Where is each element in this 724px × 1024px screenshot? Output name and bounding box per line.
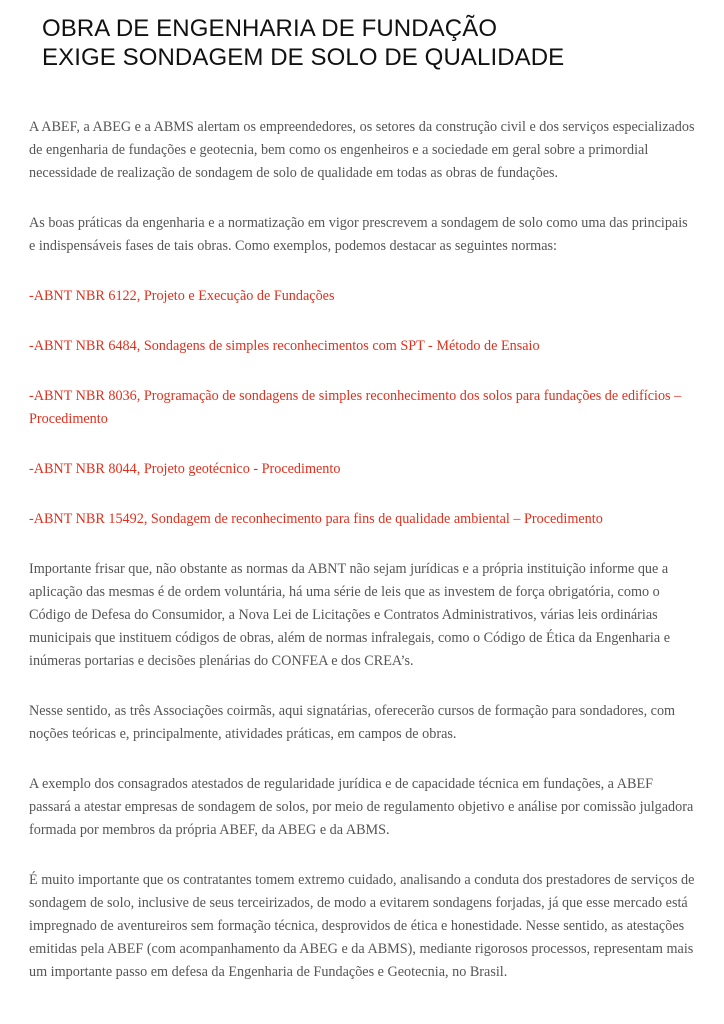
courses-paragraph: Nesse sentido, as três Associações coirmãs, aqui signatárias, oferecerão cursos de formação para sondadores, com noções teóricas e, principalmente, atividades práticas, em campos de obras. (29, 703, 676, 742)
article-title-line-1: OBRA DE ENGENHARIA DE FUNDAÇÃO (42, 15, 498, 42)
norm-item: -ABNT NBR 15492, Sondagem de reconhecimento para fins de qualidade ambiental – Procedimento (29, 511, 603, 527)
article-title (42, 14, 702, 72)
legal-paragraph: Importante frisar que, não obstante as normas da ABNT não sejam jurídicas e a própria instituição informe que a aplicação das mesmas é de ordem voluntária, há uma série de leis que as investem de força obrigatória, como o Código de Defesa do Consumidor, a Nova Lei de Licitações e Contratos Administrativos, várias leis ordinárias municipais que instituem códigos de obras, além de normas infralegais, como o Código de Ética da Engenharia e inúmeras portarias e decisões plenárias do CONFEA e dos CREA’s. (29, 561, 671, 669)
norm-item: -ABNT NBR 6122, Projeto e Execução de Fundações (29, 288, 335, 304)
norm-item: -ABNT NBR 8036, Programação de sondagens de simples reconhecimento dos solos para fundações de edifícios – Procedimento (29, 388, 682, 427)
article-title-line-2: EXIGE SONDAGEM DE SOLO DE QUALIDADE (42, 44, 565, 71)
intro-paragraph: A ABEF, a ABEG e a ABMS alertam os empreendedores, os setores da construção civil e dos serviços especializados de engenharia de fundações e geotecnia, bem como os engenheiros e a sociedade em geral sobre a primordial necessidade de realização de sondagem de solo de qualidade em todas as obras de fundações. (29, 119, 695, 181)
norm-item: -ABNT NBR 6484, Sondagens de simples reconhecimentos com SPT - Método de Ensaio (29, 338, 540, 354)
certification-paragraph: A exemplo dos consagrados atestados de regularidade jurídica e de capacidade técnica em fundações, a ABEF passará a atestar empresas de sondagem de solos, por meio de regulamento objetivo e análise por comissão julgadora formada por membros da própria ABEF, da ABEG e da ABMS. (29, 776, 694, 838)
warning-paragraph: É muito importante que os contratantes tomem extremo cuidado, analisando a conduta dos prestadores de serviços de sondagem de solo, inclusive de seus terceirizados, de modo a evitarem sondagens forjadas, já que esse mercado está impregnado de aventureiros sem formação técnica, desprovidos de ética e honestidade. Nesse sentido, as atestações emitidas pela ABEF (com acompanhamento da ABEG e da ABMS), mediante rigorosos processos, representam mais um importante passo em defesa da Engenharia de Fundações e Geotecnia, no Brasil. (29, 872, 695, 980)
practices-paragraph: As boas práticas da engenharia e a normatização em vigor prescrevem a sondagem de solo como uma das principais e indispensáveis fases de tais obras. Como exemplos, podemos destacar as seguintes normas: (29, 215, 688, 254)
article-body (29, 116, 695, 984)
norm-item: -ABNT NBR 8044, Projeto geotécnico - Procedimento (29, 461, 341, 477)
